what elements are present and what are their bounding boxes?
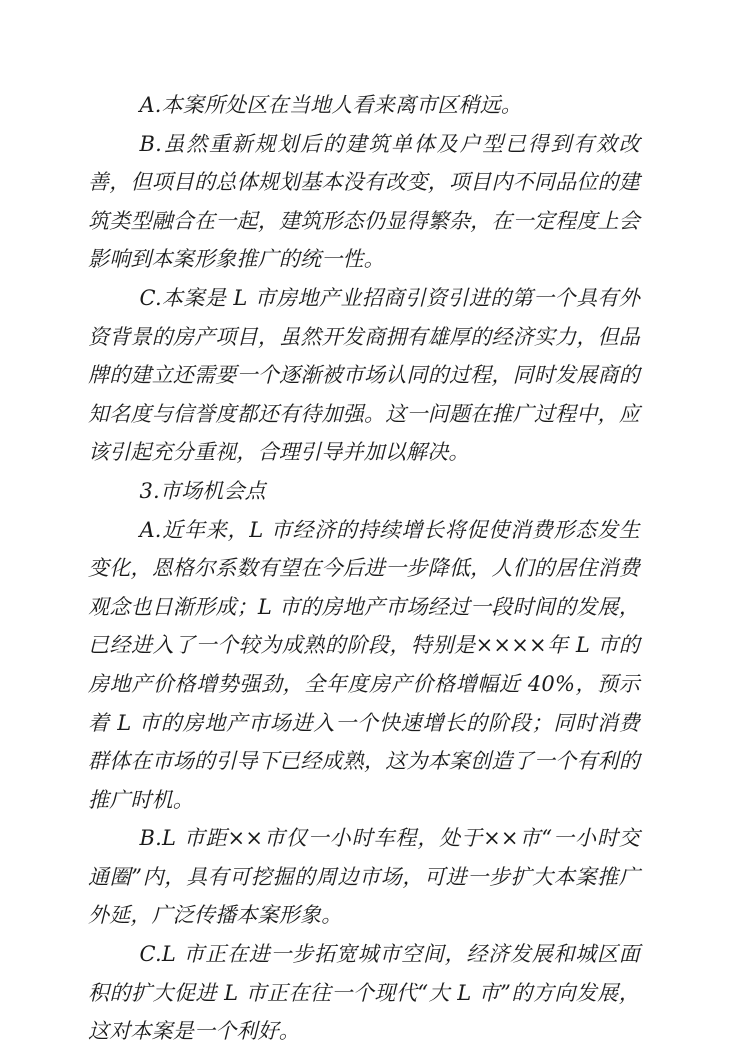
paragraph-disadvantage-c: C.本案是 L 市房地产业招商引资引进的第一个具有外资背景的房产项目，虽然开发商拥有雄厚的经济实力，但品牌的建立还需要一个逐渐被市场认同的过程，同时发展商的知名度与信誉度都还有待加强。这一问题在推广过程中，应该引起充分重视，合理引导并加以解决。 <box>88 285 640 465</box>
paragraph-opportunity-a: A.近年来，L 市经济的持续增长将促使消费形态发生变化，恩格尔系数有望在今后进一步降低，人们的居住消费观念也日渐形成；L 市的房地产市场经过一段时间的发展，已经进入了一个较为成熟的阶段，特别是××××年 L 市的房地产价格增势强劲，全年度房产价格增幅近 40%，预示着 L 市的房地产市场进入一个快速增长的阶段；同时消费群体在市场的引导下已经成熟，这为本案创造了一个有利的推广时机。 <box>88 517 640 812</box>
section-heading-market-opportunities: 3.市场机会点 <box>139 478 266 503</box>
document-body <box>88 86 640 1051</box>
paragraph-opportunity-b: B.L 市距××市仅一小时车程，处于××市“一小时交通圈”内，具有可挖掘的周边市场，可进一步扩大本案推广外延，广泛传播本案形象。 <box>88 826 640 928</box>
paragraph-disadvantage-b: B.虽然重新规划后的建筑单体及户型已得到有效改善，但项目的总体规划基本没有改变，项目内不同品位的建筑类型融合在一起，建筑形态仍显得繁杂，在一定程度上会影响到本案形象推广的统一性。 <box>88 131 640 272</box>
paragraph-disadvantage-a: A.本案所处区在当地人看来离市区稍远。 <box>139 93 523 117</box>
paragraph-opportunity-c: C.L 市正在进一步拓宽城市空间，经济发展和城区面积的扩大促进 L 市正在往一个现代“大 L 市”的方向发展，这对本案是一个利好。 <box>88 942 640 1044</box>
